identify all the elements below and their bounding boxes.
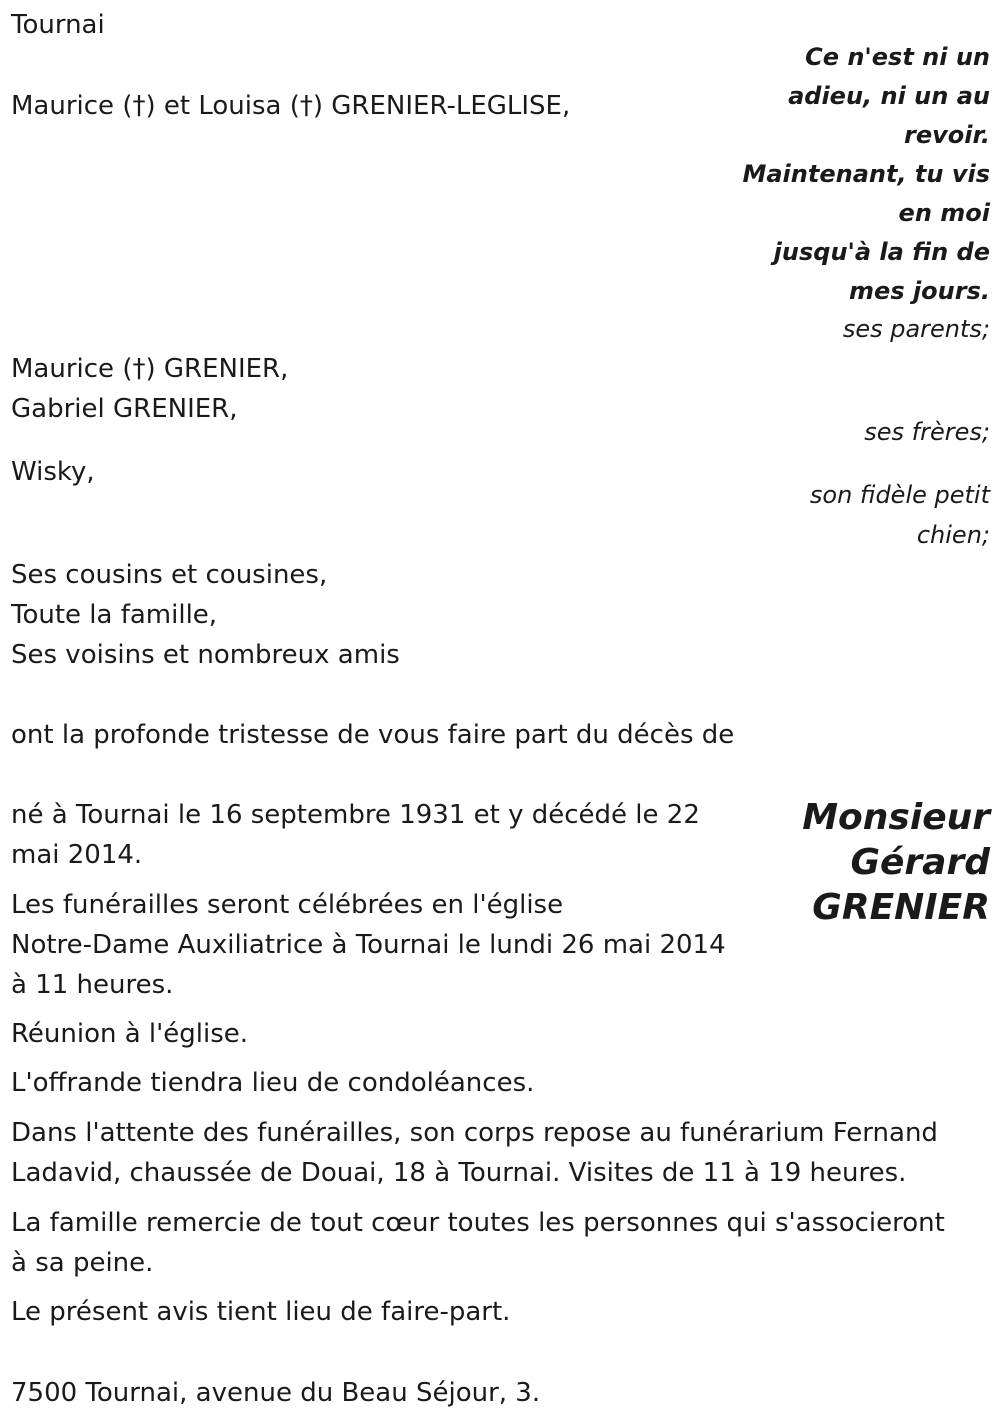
deceased-name <box>750 795 990 930</box>
deceased-title: Monsieur <box>802 797 990 838</box>
brother-1: Maurice (†) GRENIER, <box>11 354 289 384</box>
notice: Le présent avis tient lieu de faire-part. <box>11 1297 511 1327</box>
neighbors-friends: Ses voisins et nombreux amis <box>11 640 400 670</box>
parents-names: Maurice (†) et Louisa (†) GRENIER-LEGLISE, <box>11 91 571 121</box>
family: Toute la famille, <box>11 600 218 630</box>
place-header: Tournai <box>11 10 105 40</box>
birth-death-line2: mai 2014. <box>11 840 143 870</box>
quote-line: Maintenant, tu vis <box>742 160 990 188</box>
brother-2: Gabriel GRENIER, <box>11 394 238 424</box>
quote-line: mes jours. <box>849 277 990 305</box>
reunion: Réunion à l'église. <box>11 1019 249 1049</box>
funeral-line1: Les funérailles seront célébrées en l'église <box>11 890 564 920</box>
thanks-line1: La famille remercie de tout cœur toutes les personnes qui s'associeront <box>11 1208 945 1238</box>
thanks-line2: à sa peine. <box>11 1248 154 1278</box>
deceased-lastname: GRENIER <box>812 887 990 928</box>
epitaph-quote <box>730 38 990 311</box>
quote-line: Ce n'est ni un <box>805 43 990 71</box>
quote-line: revoir. <box>903 121 990 149</box>
birth-death-line1: né à Tournai le 16 septembre 1931 et y décédé le 22 <box>11 800 700 830</box>
cousins: Ses cousins et cousines, <box>11 560 328 590</box>
quote-line: jusqu'à la fin de <box>773 238 990 266</box>
dog-relation-line2: chien; <box>916 521 990 549</box>
dog-relation-line1: son fidèle petit <box>809 481 990 509</box>
deceased-firstname: Gérard <box>850 842 990 883</box>
brothers-relation: ses frères; <box>864 418 990 446</box>
rest-line2: Ladavid, chaussée de Douai, 18 à Tournai. Visites de 11 à 19 heures. <box>11 1158 907 1188</box>
dog-name: Wisky, <box>11 457 95 487</box>
quote-line: adieu, ni un au <box>788 82 990 110</box>
funeral-line3: à 11 heures. <box>11 970 174 1000</box>
announcement: ont la profonde tristesse de vous faire part du décès de <box>11 720 735 750</box>
funeral-line2: Notre-Dame Auxiliatrice à Tournai le lundi 26 mai 2014 <box>11 930 726 960</box>
address: 7500 Tournai, avenue du Beau Séjour, 3. <box>11 1378 541 1408</box>
rest-line1: Dans l'attente des funérailles, son corps repose au funérarium Fernand <box>11 1118 938 1148</box>
offering: L'offrande tiendra lieu de condoléances. <box>11 1068 535 1098</box>
quote-line: en moi <box>898 199 990 227</box>
parents-relation: ses parents; <box>842 315 990 343</box>
